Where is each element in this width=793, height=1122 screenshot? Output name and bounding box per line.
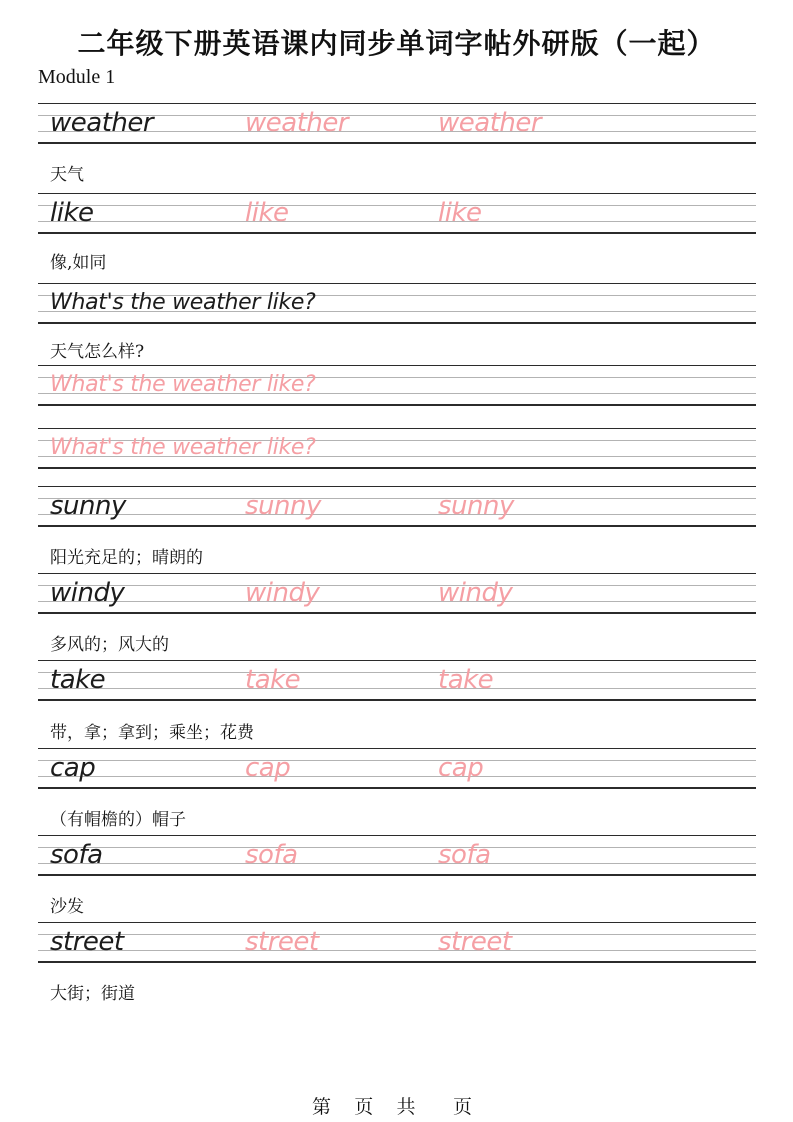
practice-word: weather [50, 108, 154, 138]
guide-line [38, 585, 756, 586]
meaning-text: 带，拿；拿到；乘坐；花费 [50, 723, 254, 743]
trace-word: windy [438, 578, 513, 608]
writing-grid-weather [38, 103, 756, 144]
guide-line [38, 950, 756, 951]
meaning-text: 天气怎么样? [50, 342, 145, 362]
meaning-text: 大街；街道 [50, 984, 135, 1004]
meaning-text: 天气 [50, 165, 84, 185]
trace-word: cap [245, 753, 291, 783]
practice-word: cap [50, 753, 96, 783]
writing-grid-sunny [38, 486, 756, 527]
trace-sentence: What's the weather like? [50, 435, 316, 460]
writing-grid-cap [38, 748, 756, 789]
writing-grid-windy [38, 573, 756, 614]
module-heading: Module 1 [38, 66, 116, 88]
trace-sentence: What's the weather like? [50, 372, 316, 397]
trace-word: sofa [438, 840, 491, 870]
guide-line [38, 760, 756, 761]
practice-word: sunny [50, 491, 126, 521]
guide-line [38, 688, 756, 689]
trace-word: sunny [245, 491, 321, 521]
guide-line [38, 498, 756, 499]
meaning-text: 沙发 [50, 897, 84, 917]
writing-grid-like [38, 193, 756, 234]
writing-grid-street [38, 922, 756, 963]
trace-word: sofa [245, 840, 298, 870]
practice-sentence: What's the weather like? [50, 290, 316, 315]
practice-word: windy [50, 578, 125, 608]
page-title: 二年级下册英语课内同步单词字帖外研版（一起） [77, 28, 716, 59]
practice-word: sofa [50, 840, 103, 870]
guide-line [38, 205, 756, 206]
guide-line [38, 934, 756, 935]
trace-word: street [438, 927, 512, 957]
practice-word: like [50, 198, 94, 228]
meaning-text: 多风的；风大的 [50, 635, 169, 655]
writing-grid-take [38, 660, 756, 701]
meaning-text: 阳光充足的；晴朗的 [50, 548, 203, 568]
trace-word: take [438, 665, 494, 695]
guide-line [38, 863, 756, 864]
guide-line [38, 847, 756, 848]
writing-grid-sofa [38, 835, 756, 876]
guide-line [38, 601, 756, 602]
practice-word: street [50, 927, 124, 957]
writing-grid-trace-sentence [38, 428, 756, 469]
trace-word: sunny [438, 491, 514, 521]
trace-word: street [245, 927, 319, 957]
trace-word: weather [245, 108, 349, 138]
practice-word: take [50, 665, 106, 695]
guide-line [38, 221, 756, 222]
trace-word: like [438, 198, 482, 228]
trace-word: windy [245, 578, 320, 608]
trace-word: take [245, 665, 301, 695]
trace-word: like [245, 198, 289, 228]
trace-word: weather [438, 108, 542, 138]
trace-word: cap [438, 753, 484, 783]
meaning-text: 像,如同 [50, 253, 107, 273]
page-number-footer: 第 页 共 页 [311, 1097, 482, 1118]
guide-line [38, 514, 756, 515]
meaning-text: （有帽檐的）帽子 [50, 810, 186, 830]
guide-line [38, 776, 756, 777]
writing-grid-trace-sentence [38, 365, 756, 406]
guide-line [38, 672, 756, 673]
writing-grid-sentence [38, 283, 756, 324]
